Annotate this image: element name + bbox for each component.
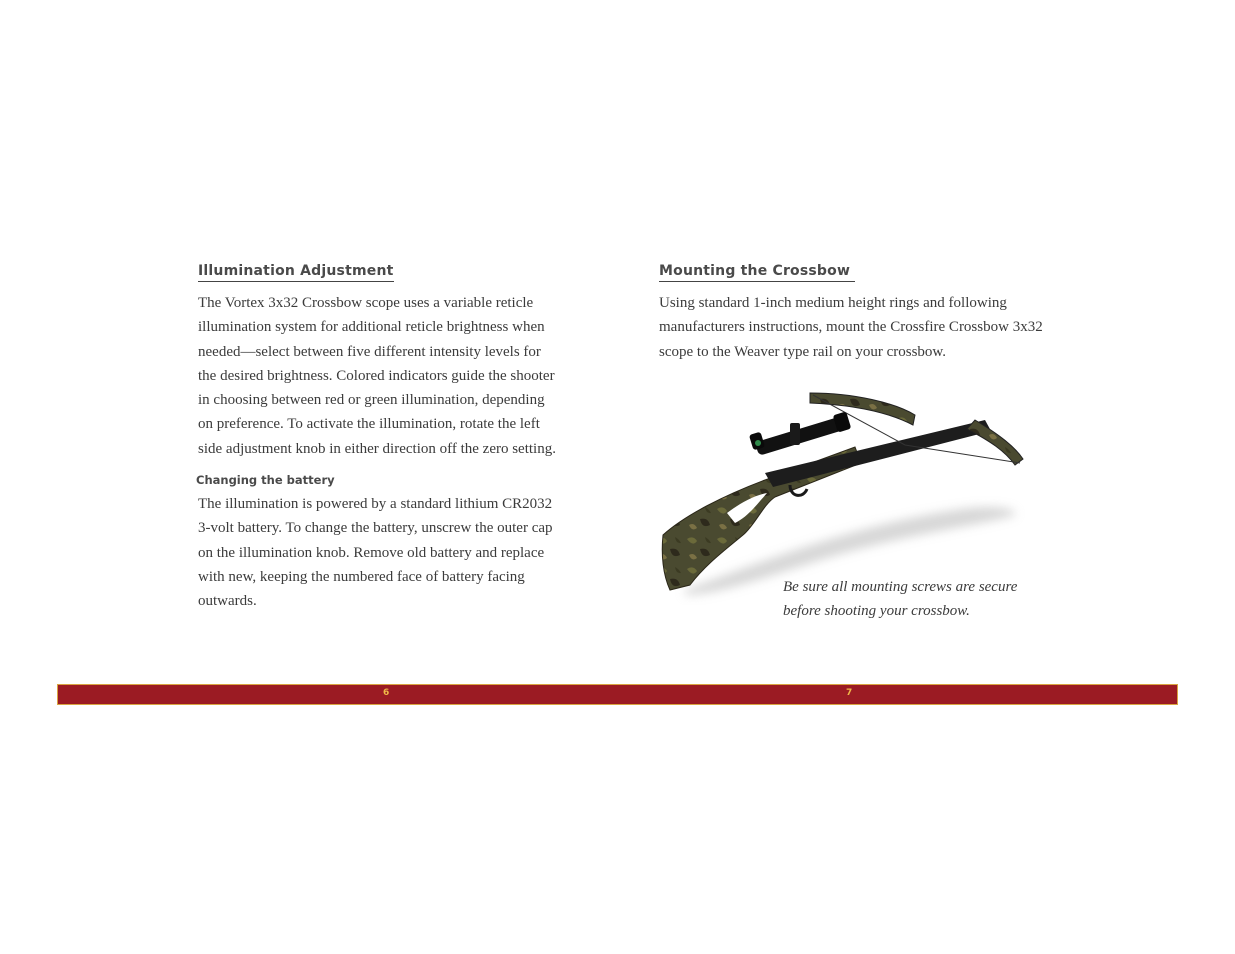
text-line: side adjustment knob in either direction off the zero setting. xyxy=(198,440,556,457)
text-line: on the illumination knob. Remove old battery and replace xyxy=(198,544,545,561)
page-number-left: 6 xyxy=(383,688,390,698)
caption-line: before shooting your crossbow. xyxy=(783,603,970,620)
illumination-heading: Illumination Adjustment xyxy=(198,263,394,282)
text-line: manufacturers instructions, mount the Crossfire Crossbow 3x32 xyxy=(659,319,1043,336)
crossbow-caption xyxy=(783,575,1017,624)
text-line: outwards. xyxy=(198,593,257,610)
text-line: with new, keeping the numbered face of battery facing xyxy=(198,568,525,585)
battery-paragraph xyxy=(198,492,553,613)
text-line: The illumination is powered by a standard lithium CR2032 xyxy=(198,496,553,512)
text-line: 3-volt battery. To change the battery, unscrew the outer cap xyxy=(198,520,553,537)
footer-bar xyxy=(57,684,1178,705)
illumination-paragraph xyxy=(198,291,556,461)
text-line: in choosing between red or green illumination, depending xyxy=(198,392,545,409)
caption-line: Be sure all mounting screws are secure xyxy=(783,579,1018,595)
page-number-right: 7 xyxy=(846,688,853,698)
mounting-heading: Mounting the Crossbow xyxy=(659,263,855,282)
text-line: needed—select between five different intensity levels for xyxy=(198,343,541,360)
mounting-paragraph xyxy=(659,291,1043,364)
text-line: illumination system for additional reticle brightness when xyxy=(198,319,545,336)
battery-subheading: Changing the battery xyxy=(196,473,335,487)
text-line: The Vortex 3x32 Crossbow scope uses a variable reticle xyxy=(198,295,534,311)
text-line: on preference. To activate the illumination, rotate the left xyxy=(198,416,540,433)
text-line: the desired brightness. Colored indicators guide the shooter xyxy=(198,367,555,384)
crossbow-image xyxy=(655,385,1030,605)
text-line: Using standard 1-inch medium height rings and following xyxy=(659,295,1007,311)
text-line: scope to the Weaver type rail on your crossbow. xyxy=(659,343,947,360)
